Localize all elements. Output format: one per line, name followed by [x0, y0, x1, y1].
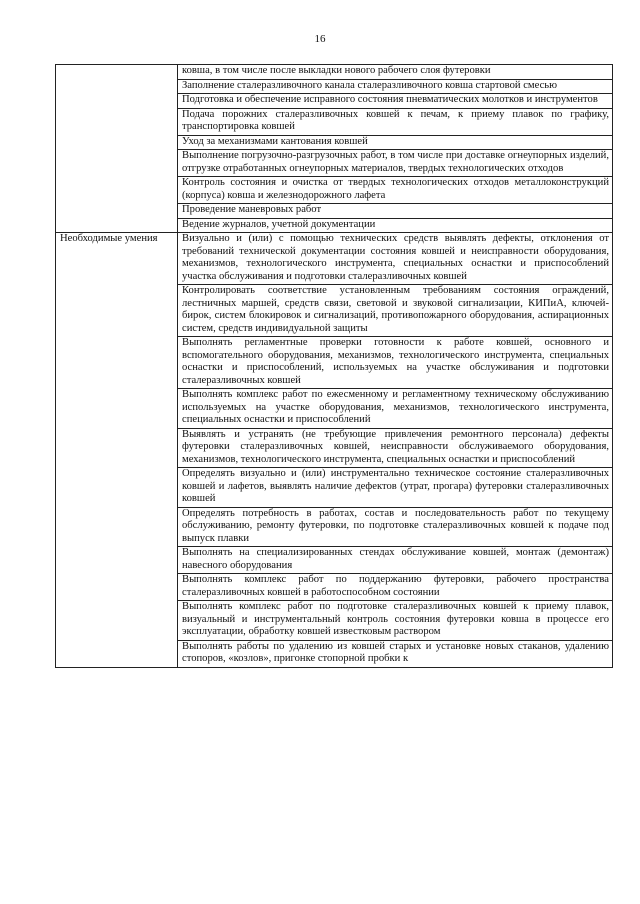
skill-cell: Выполнять комплекс работ по подготовке сталеразливочных ковшей к приему плавок, визуальный и инструментальный контроль состояния футеровки ковша в процессе его эксплуатации, обработку ковшей известковым раствором [178, 601, 613, 641]
skill-cell: Определять визуально и (или) инструментально техническое состояние сталеразливочных ковшей и лафетов, выявлять наличие дефектов (утрат, прогара) футеровки сталеразливочных ковшей [178, 468, 613, 508]
skill-cell: Контролировать соответствие установленным требованиям состояния ограждений, лестничных маршей, средств связи, световой и звуковой сигнализации, КИПиА, ключей-бирок, систем блокировок и сигнализаций, противопожарного оборудования, аспирационных систем, средств индивидуальной защиты [178, 285, 613, 337]
duty-cell: Уход за механизмами кантования ковшей [178, 135, 613, 150]
empty-label-cell [56, 65, 178, 233]
duty-cell: Заполнение сталеразливочного канала сталеразливочного ковша стартовой смесью [178, 79, 613, 94]
skill-cell: Выполнять комплекс работ по ежесменному и регламентному техническому обслуживанию используемых на участке оборудования, механизмов, технологического инструмента, специальных оснастки и приспособлений [178, 389, 613, 429]
skill-cell: Визуально и (или) с помощью технических средств выявлять дефекты, отклонения от требований технической документации состояния ковшей и неисправности оборудования, механизмов, технологического инструмента, специальных оснастки и приспособлений участка обслуживания и подготовки сталеразливочных ковшей [178, 233, 613, 285]
duty-cell: ковша, в том числе после выкладки нового рабочего слоя футеровки [178, 65, 613, 80]
skill-cell: Выполнять регламентные проверки готовности к работе ковшей, основного и вспомогательного оборудования, механизмов, технологического инструмента, специальных оснастки и приспособлений, используемых на участке обслуживания и подготовки сталеразливочных ковшей [178, 337, 613, 389]
skills-label: Необходимые умения [56, 233, 178, 668]
skill-cell: Выявлять и устранять (не требующие привлечения ремонтного персонала) дефекты футеровки сталеразливочных ковшей, неисправности обслуживаемого оборудования, механизмов, технологического инструмента, специальных оснастки и приспособлений [178, 428, 613, 468]
duty-cell: Контроль состояния и очистка от твердых технологических отходов металлоконструкций (корпуса) ковша и железнодорожного лафета [178, 177, 613, 204]
duty-cell: Выполнение погрузочно-разгрузочных работ, в том числе при доставке огнеупорных изделий, отгрузке отработанных огнеупорных материалов, твердых технологических отходов [178, 150, 613, 177]
skill-cell: Выполнять на специализированных стендах обслуживание ковшей, монтаж (демонтаж) навесного оборудования [178, 547, 613, 574]
table-row [56, 65, 613, 80]
competency-table [55, 64, 613, 668]
skill-cell: Выполнять работы по удалению из ковшей старых и установке новых стаканов, удалению стопоров, «козлов», пригонке стопорной пробки к [178, 640, 613, 667]
duty-cell: Подача порожних сталеразливочных ковшей к печам, к приему плавок по графику, транспортировка ковшей [178, 108, 613, 135]
page-number: 16 [314, 33, 326, 45]
duty-cell: Подготовка и обеспечение исправного состояния пневматических молотков и инструментов [178, 94, 613, 109]
table-row [56, 233, 613, 285]
duty-cell: Проведение маневровых работ [178, 204, 613, 219]
duty-cell: Ведение журналов, учетной документации [178, 218, 613, 233]
skill-cell: Определять потребность в работах, состав и последовательность работ по текущему обслуживанию, ремонту футеровки, по подготовке сталеразливочных ковшей к подаче под выпуск плавки [178, 507, 613, 547]
skill-cell: Выполнять комплекс работ по поддержанию футеровки, рабочего пространства сталеразливочных ковшей в работоспособном состоянии [178, 574, 613, 601]
